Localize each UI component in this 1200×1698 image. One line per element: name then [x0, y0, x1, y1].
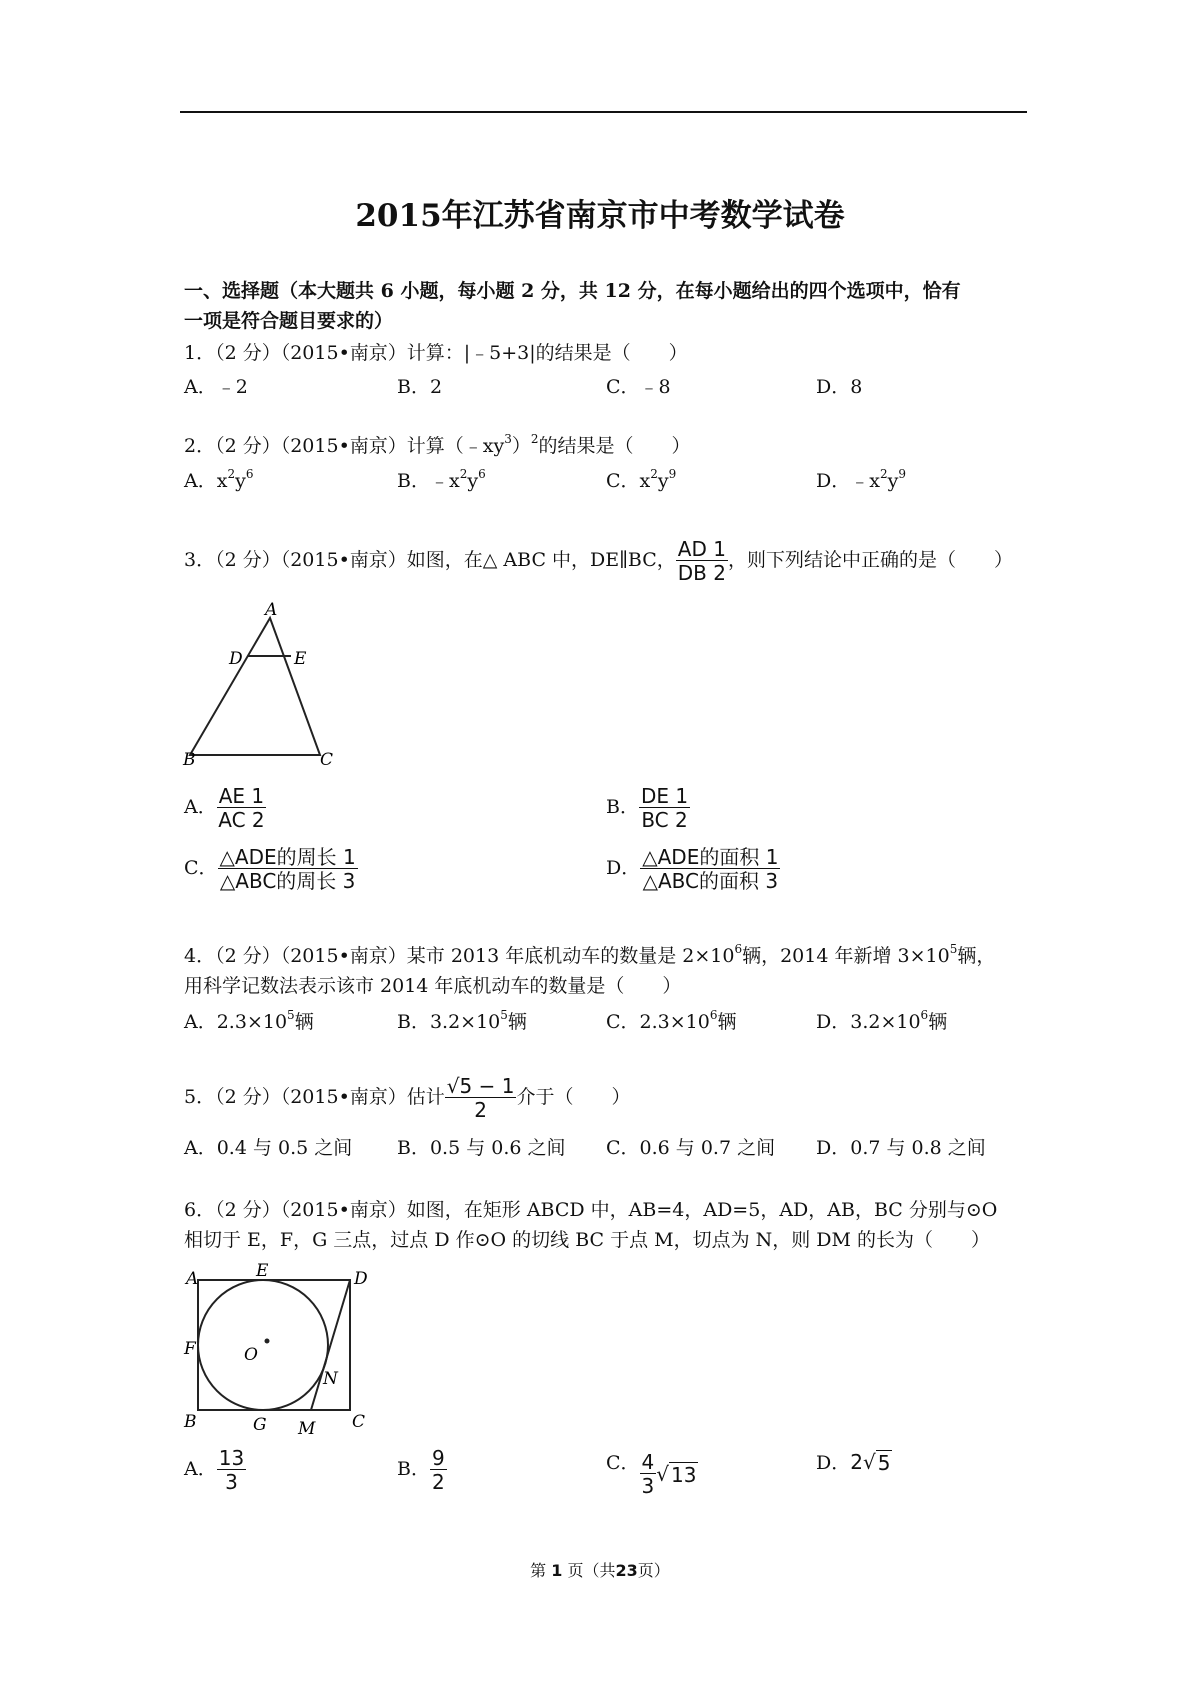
q6-option-c: C． $\frac{4}{3}$ √ 13 — [606, 1450, 697, 1498]
q6-label-a: A — [186, 1269, 199, 1289]
q3-stem: 3．（2 分）（2015•南京）如图，在△ ABC 中，DE∥BC， $\frac{AD 1}{DB 2}$ ，则下列结论中正确的是（ ） — [184, 537, 1013, 585]
q3-option-c: C． $\frac{\text{△ADE的周长 1}}{\text{△ABC的周长 3}}$ — [184, 845, 356, 893]
q3-label-d: D — [229, 649, 243, 669]
q6-label-o: O — [244, 1345, 258, 1365]
total-page-count: 23 — [615, 1561, 638, 1580]
q6-label-b: B — [184, 1412, 197, 1432]
section-heading-line2: 一项是符合题目要求的） — [184, 310, 394, 332]
q3-label-b: B — [183, 750, 196, 770]
q3-label-e: E — [294, 649, 307, 669]
q5-stem: 5．（2 分）（2015•南京）估计 $\frac{√5 - 1}{2}$ 介于（ ） — [184, 1074, 631, 1122]
q3-option-a: A． $\frac{AE 1}{AC 2}$ — [184, 784, 265, 832]
q3-ratio-fraction: $\frac{AD 1}{DB 2}$ — [677, 537, 726, 585]
q2-option-d: D．$﹣x^2y^9$ — [816, 467, 906, 492]
q3-label-a: A — [265, 600, 278, 620]
q4-option-c: C．$2.3\times 10^6$辆 — [606, 1008, 737, 1033]
header-rule — [180, 111, 1027, 113]
page-title: 2015年江苏省南京市中考数学试卷 — [355, 198, 845, 234]
q2-stem: 2．（2 分）（2015•南京）计算$(﹣xy^3)^2$的结果是（ ） — [184, 432, 691, 457]
q6-option-d: D． 2 √ 5 — [816, 1450, 891, 1475]
q3-triangle-figure — [175, 600, 355, 770]
q6-option-a: A． $\frac{13}{3}$ — [184, 1446, 245, 1494]
q6-label-c: C — [352, 1412, 366, 1432]
q4-option-b: B．$3.2\times 10^5$辆 — [397, 1008, 527, 1033]
q1-option-c: C．﹣8 — [606, 376, 671, 398]
q3-label-c: C — [320, 750, 334, 770]
q3-option-d: D． $\frac{\text{△ADE的面积 1}}{\text{△ABC的面积 3}}$ — [606, 845, 779, 893]
q6-stem-line2: 相切于 E，F，G 三点，过点 D 作⊙O 的切线 BC 于点 M，切点为 N，则 DM 的长为（ ） — [184, 1229, 991, 1251]
q6-rectangle-circle-figure — [178, 1262, 378, 1437]
q4-stem-line2: 用科学记数法表示该市 2014 年底机动车的数量是（ ） — [184, 975, 682, 997]
q6-label-n: N — [323, 1369, 338, 1389]
q6-stem-line1: 6．（2 分）（2015•南京）如图，在矩形 ABCD 中，AB=4，AD=5，AD，AB，BC 分别与⊙O — [184, 1199, 998, 1221]
q5-option-b: B．0.5 与 0.6 之间 — [397, 1137, 566, 1159]
q6-option-b: B． $\frac{9}{2}$ — [397, 1446, 445, 1494]
q3-option-b: B． $\frac{DE 1}{BC 2}$ — [606, 784, 689, 832]
section-heading-line1: 一、选择题（本大题共 6 小题，每小题 2 分，共 12 分，在每小题给出的四个选项中，恰有 — [184, 280, 961, 302]
q2-option-c: C．$x^2y^9$ — [606, 467, 677, 492]
q4-option-d: D．$3.2\times 10^6$辆 — [816, 1008, 948, 1033]
q5-option-d: D．0.7 与 0.8 之间 — [816, 1137, 986, 1159]
section-heading — [184, 276, 961, 336]
page-footer: 第 1 页（共23页） — [530, 1561, 670, 1580]
q6-label-d: D — [354, 1269, 368, 1289]
q1-option-d: D．8 — [816, 376, 863, 398]
q5-option-c: C．0.6 与 0.7 之间 — [606, 1137, 776, 1159]
q6-label-e: E — [256, 1262, 269, 1281]
q1-option-a: A．﹣2 — [184, 376, 248, 398]
q6-label-f: F — [184, 1339, 196, 1359]
q1-option-b: B．2 — [397, 376, 443, 398]
q5-fraction: $\frac{√5 - 1}{2}$ — [446, 1074, 515, 1122]
current-page-number: 1 — [551, 1561, 563, 1580]
q4-stem-line1: 4．（2 分）（2015•南京）某市 2013 年底机动车的数量是 $2\times 10^6$辆，2014 年新增 $3\times 10^5$辆， — [184, 942, 996, 967]
q5-option-a: A．0.4 与 0.5 之间 — [184, 1137, 353, 1159]
q2-option-b: B．$﹣x^2y^6$ — [397, 467, 486, 492]
q6-label-m: M — [298, 1419, 316, 1437]
q6-label-g: G — [253, 1415, 267, 1435]
q1-stem: 1．（2 分）（2015•南京）计算：|﹣5+3|的结果是（ ） — [184, 342, 688, 364]
q2-option-a: A．$x^2y^6$ — [184, 467, 254, 492]
q4-option-a: A．$2.3\times 10^5$辆 — [184, 1008, 314, 1033]
